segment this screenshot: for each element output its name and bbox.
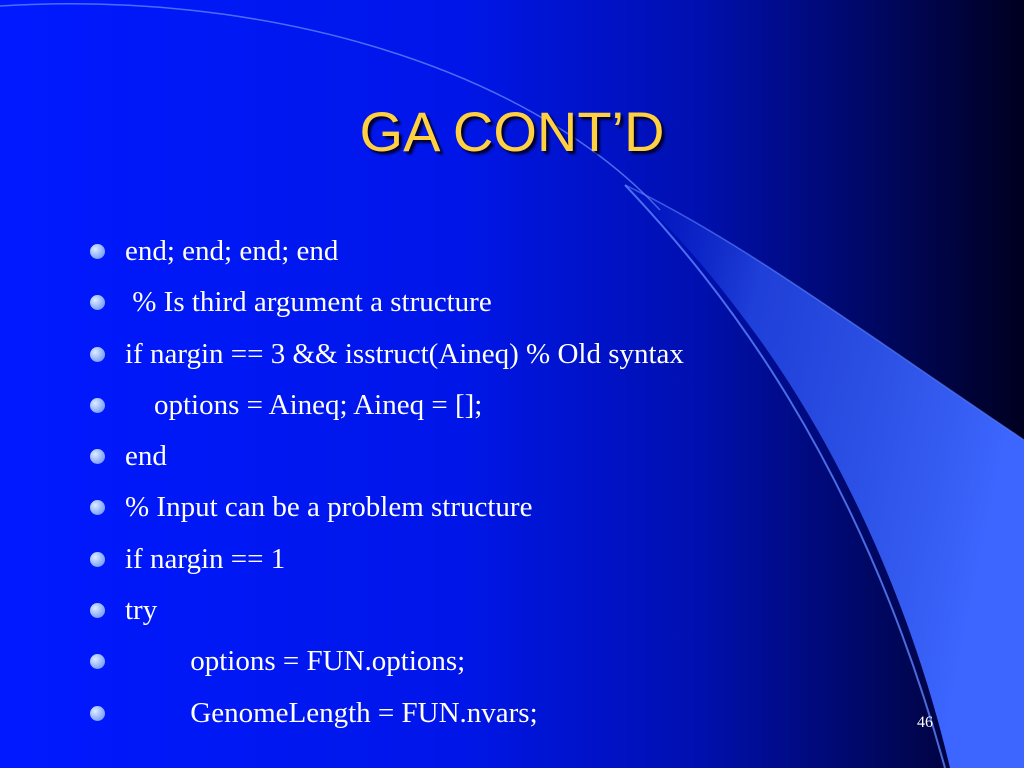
bullet-item [88,482,918,533]
bullet-item [88,226,918,277]
round-bullet-icon [90,706,105,721]
round-bullet-icon [90,500,105,515]
bullet-item [88,380,918,431]
bullet-text: % Input can be a problem structure [125,491,533,524]
bullet-text: if nargin == 1 [125,542,286,575]
bullet-item [88,329,918,380]
round-bullet-icon [90,398,105,413]
bullet-text: if nargin == 3 && isstruct(Aineq) % Old syntax [125,337,684,370]
round-bullet-icon [90,449,105,464]
bullet-item [88,534,918,585]
page-number: 46 [917,714,933,731]
bullet-text: try [125,594,158,627]
round-bullet-icon [90,552,105,567]
bullet-text: GenomeLength = FUN.nvars; [125,696,538,729]
bullet-list [88,226,918,739]
bullet-text: options = Aineq; Aineq = []; [125,388,483,421]
bullet-item [88,431,918,482]
bullet-item [88,585,918,636]
bullet-item [88,636,918,687]
round-bullet-icon [90,244,105,259]
bullet-text: end; end; end; end [125,235,339,267]
slide-title: GA CONT’D [359,100,665,163]
bullet-item [88,277,918,328]
bullet-text: end [125,440,167,473]
round-bullet-icon [90,654,105,669]
round-bullet-icon [90,295,105,310]
bullet-text: options = FUN.options; [125,645,466,678]
round-bullet-icon [90,603,105,618]
bullet-item [88,688,918,739]
round-bullet-icon [90,347,105,362]
bullet-text: % Is third argument a structure [125,286,492,319]
